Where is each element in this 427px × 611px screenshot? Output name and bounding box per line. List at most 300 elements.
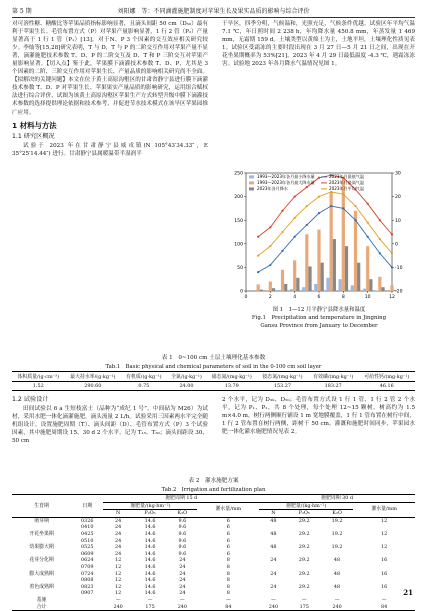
table2-n-header: N xyxy=(259,510,287,518)
table2-cell: 6 xyxy=(197,544,259,551)
x-axis-tick-label: 6 xyxy=(318,294,321,300)
table2-cell: — xyxy=(288,597,321,604)
table2-cell: 9.6 xyxy=(167,531,197,538)
line-temp-avg-point xyxy=(330,191,332,193)
line-temp-min-point xyxy=(306,224,308,226)
table2-cell xyxy=(288,551,321,558)
bar-precip-min xyxy=(290,289,293,291)
line-temp-max-point xyxy=(306,186,308,188)
bar-precip-2023 xyxy=(357,263,360,291)
bar-precip-2023 xyxy=(272,288,275,291)
table2-cell: 29.2 xyxy=(288,517,321,524)
legend-label: 1993—2023年各月最小降水量 xyxy=(257,173,315,179)
table2-header-row-1 xyxy=(12,495,415,503)
table1-cell: 183.27 xyxy=(308,382,359,391)
table2-cell: 14.6 xyxy=(133,557,167,564)
table2-cell: 240 xyxy=(321,604,353,611)
table2-cell xyxy=(12,590,71,597)
left-column-lower xyxy=(12,396,208,445)
table1-cell: 24.00 xyxy=(167,382,207,391)
x-axis-tick-label: 0 xyxy=(245,294,248,300)
bar-precip-min xyxy=(278,290,281,291)
table2-cell xyxy=(321,564,353,571)
table2-cell: 175 xyxy=(133,604,167,611)
page-number: 21 xyxy=(403,588,413,597)
bar-precip-max xyxy=(354,211,357,291)
table2-cell xyxy=(12,524,71,531)
table2-cell: 花芽分化期 xyxy=(12,557,71,564)
table2-cell: 9.6 xyxy=(167,524,197,531)
table2-group-15: 施肥周期 15 d xyxy=(103,495,259,503)
table2-cell: 0724 xyxy=(71,571,103,578)
line-temp-avg-point xyxy=(269,245,271,247)
climate-paragraph: 干旱区，四季分明，气候温和，光照充足，气候条件优越。试验区年平均气温 7.1 ℃，年日照时间 2 238 h，年均降水量 450.8 mm，年蒸发量 1 469 mm，无霜期 159 d。土壤类型以黄绵土为主，土地平坦，土壤理化性质见表 1。试验区受霜冻的主要时段出现在 3 月 27 日—5 月 21 日之间，出现在开花坐果期概率为 53%[21]，2023 年 4 月 29 日最低温度 -4.3 ℃，遇霜冻冻害。试验地 2023 年各月降水气温情况见图 1。 xyxy=(222,20,415,68)
table2-cell: 24 xyxy=(259,571,287,578)
figure-caption-en-1: Fig.1 Precipitation and temperature in Jingning xyxy=(224,315,414,322)
table2-cell: 0907 xyxy=(71,590,103,597)
table2-cell: 12 xyxy=(103,557,132,564)
table1-header-cell: 有机质/(g·kg⁻¹) xyxy=(121,372,166,382)
line-temp-min-point xyxy=(269,264,271,266)
left-axis-tick-label: 250 xyxy=(234,171,243,177)
design-paragraph: 田间试验以 6 a 生短枝富士（品种为“成纪 1 号”，中间砧为 M26）为试材，采用水肥一体化滴灌施肥，滴头流量 2 L/h。试验采用三因素两水平完全随机组设计，设置施肥周期（T）、滴头间距（D）、毛管布置方式（P）3 个试验因素，其中施肥周期设 15、30 d 2 个水平，记为 T₁₅、T₃₀；滴头间距设 30、50 cm xyxy=(12,405,208,445)
table2-cell xyxy=(321,551,353,558)
left-axis-tick-label: 150 xyxy=(234,218,243,224)
table2-cell: — xyxy=(197,597,259,604)
x-axis-tick-label: 2 xyxy=(269,294,272,300)
table2-caption-en: Tab.2 Irrigation and fertilization plan xyxy=(12,485,415,493)
table2-cell: 12 xyxy=(103,564,132,571)
table1-cell: 153.27 xyxy=(257,382,308,391)
table2-cell: 12 xyxy=(353,531,415,538)
subsection-heading-1-1: 1.1 研究区概况 xyxy=(12,133,208,141)
line-temp-max-point xyxy=(379,219,381,221)
table2-cell: 24 xyxy=(103,524,132,531)
table2-cell: 0709 xyxy=(71,564,103,571)
table2-cell: 48 xyxy=(321,584,353,591)
line-temp-max-point xyxy=(391,233,393,235)
table2-row xyxy=(12,571,415,578)
subsection-heading-1-2: 1.2 试验设计 xyxy=(12,396,208,404)
table2-cell: 9.6 xyxy=(167,538,197,545)
table2-cell: 萌芽期 xyxy=(12,517,71,524)
table2-cell: 0425 xyxy=(71,531,103,538)
table1-header-cell: 可给性钙/(mg·kg⁻¹) xyxy=(359,372,415,382)
table2-cell: 24 xyxy=(103,517,132,524)
bar-precip-2023 xyxy=(260,290,263,291)
table2-row xyxy=(12,604,415,611)
table2-cell: 16 xyxy=(353,584,415,591)
table2-cell: 14.6 xyxy=(133,524,167,531)
table2-row xyxy=(12,551,415,558)
table2-cell: 240 xyxy=(259,604,287,611)
bar-precip-2023 xyxy=(308,266,311,291)
line-temp-avg-point xyxy=(342,193,344,195)
bar-precip-min xyxy=(302,287,305,291)
table2-cell: — xyxy=(259,597,287,604)
line-temp-min-point xyxy=(342,207,344,209)
table2-cell: 24 xyxy=(167,564,197,571)
legend-label: 1993—2023年各月最大降水量 xyxy=(257,179,315,185)
bar-precip-max xyxy=(378,277,381,291)
table2-cell: — xyxy=(167,597,197,604)
bar-precip-2023 xyxy=(345,246,348,291)
table2-cell: 0609 xyxy=(71,551,103,558)
line-temp-min-point xyxy=(330,205,332,207)
table1 xyxy=(12,371,415,391)
table2-cell xyxy=(288,577,321,584)
table2-cell xyxy=(259,524,287,531)
table2-cell: 24 xyxy=(167,571,197,578)
table1-cell: 1.52 xyxy=(12,382,65,391)
left-axis-tick-label: 50 xyxy=(237,265,243,271)
table2-cell: — xyxy=(103,597,132,604)
bar-precip-min xyxy=(363,289,366,291)
table1-header-cell: 硝态氮/(mg·kg⁻¹) xyxy=(206,372,257,382)
table2-cell: 29.2 xyxy=(288,531,321,538)
x-axis-tick-label: 10 xyxy=(365,294,371,300)
line-temp-min-point xyxy=(281,250,283,252)
table2-cell: 0326 xyxy=(71,517,103,524)
table2-cell: 6 xyxy=(197,538,259,545)
table2 xyxy=(12,494,415,611)
table1-caption-en: Tab.1 Basic physical and chemical parameters of soil in the 0-100 cm soil layer xyxy=(12,362,415,370)
legend-label: 2023年月最高气温 xyxy=(329,179,364,185)
line-temp-max-point xyxy=(367,203,369,205)
table2-p-header: P₂O₅ xyxy=(133,510,167,518)
table2-row xyxy=(12,531,415,538)
line-temp-avg-point xyxy=(354,205,356,207)
line-temp-avg-point xyxy=(391,252,393,254)
left-axis-tick-label: 0 xyxy=(240,289,243,295)
table2-cell: 12 xyxy=(103,584,132,591)
table2-cell: 24 xyxy=(167,590,197,597)
x-axis-tick-label: 8 xyxy=(342,294,345,300)
table2-cell: 14.6 xyxy=(133,517,167,524)
line-temp-min-point xyxy=(391,266,393,268)
table2-cell: 6 xyxy=(197,524,259,531)
table2-cell xyxy=(259,538,287,545)
table2-caption-cn: 表 2 灌水施肥方案 xyxy=(12,476,415,484)
legend-label: 2023年月最低气温 xyxy=(329,173,364,179)
table2-cell: 12 xyxy=(103,571,132,578)
table2-cell: 48 xyxy=(259,517,287,524)
table2-cell: 幼果膨大期 xyxy=(12,544,71,551)
table2-cell: 12 xyxy=(103,590,132,597)
bar-precip-2023 xyxy=(284,284,287,291)
table2-cell: 0624 xyxy=(71,557,103,564)
line-temp-min-point xyxy=(354,219,356,221)
figure-caption-en-2: Gansu Province from January to December xyxy=(224,323,414,330)
table2-cell: 9.6 xyxy=(167,551,197,558)
table2-cell: 12 xyxy=(353,544,415,551)
table2-cell: 开花坐果期 xyxy=(12,531,71,538)
intro-paragraph: 对可溶性糖、糖酸比等苹果品质指标影响显著，且滴头间距 50 cm（D₅₀）最有利于苹果生长。毛管布置方式（P）对苹果产量影响显著，1 行 2 管（P₂）产量显著高于 1 行 1 管（P₁）[13]。对于N、P 3 个因素的交互效应相关研究较少。李灿等[15,28]研究表明，T 与 D，T 与 P 的二阶交互作用对苹果产量不显著，滴灌施肥技术参数 T、D、P 的二阶交互及 D、T 和 P 三阶交互对苹果产量影响显著。【切入点】鉴于此，苹果膜下滴灌技术参数 T、D、P，尤其是 3 个因素的二阶、三阶交互作用对苹果生长、产量品质的影响相关研究尚不全面。【拟解决的关键问题】本文在位于黄土高原沟壑区的甘肃省静宁县进行膜下滴灌技术参数 T、D、P 对苹果生长、苹果果实产量品质的影响研究，运用组合赋权法进行综合评价，试图为该黄土高原沟壑区苹果生产方式转型升级中膜下滴灌技术参数的选择提供理论依据和技术参考，并促进节水技术模式在该旱区苹果园推广应用。 xyxy=(12,20,208,117)
table2-cell: 14.6 xyxy=(133,584,167,591)
table2-cell xyxy=(259,590,287,597)
table1-header-row xyxy=(12,372,415,382)
table2-cell: 着色成熟期 xyxy=(12,584,71,591)
line-temp-avg xyxy=(258,192,392,256)
bar-precip-2023 xyxy=(333,239,336,291)
bar-precip-2023 xyxy=(394,290,397,291)
bar-precip-min xyxy=(339,279,342,291)
table2-row xyxy=(12,577,415,584)
table2-cell: 175 xyxy=(288,604,321,611)
table2-cell: 14.6 xyxy=(133,577,167,584)
table2-cell: 29.2 xyxy=(288,571,321,578)
table1-caption-cn: 表 1 0~100 cm 土层土壤理化基本参数 xyxy=(12,353,415,361)
table1-row xyxy=(12,382,415,391)
table2-n-header: N xyxy=(103,510,132,518)
table2-cell: 8 xyxy=(197,557,259,564)
line-temp-avg-point xyxy=(306,205,308,207)
table2-cell: 8 xyxy=(197,577,259,584)
table2-cell: — xyxy=(353,597,415,604)
table1-cell: 46.16 xyxy=(359,382,415,391)
table2-cell: 12 xyxy=(103,577,132,584)
table2-cell xyxy=(288,538,321,545)
legend-swatch xyxy=(249,175,254,178)
right-axis-tick-label: 30 xyxy=(395,171,401,177)
table2-group-30: 施肥周期 30 d xyxy=(259,495,415,503)
table2-cell: 6 xyxy=(197,531,259,538)
table2-row xyxy=(12,557,415,564)
table2-cell: 24 xyxy=(103,531,132,538)
table2-cell: 9.6 xyxy=(167,517,197,524)
table2-row xyxy=(12,538,415,545)
bar-precip-max xyxy=(317,230,320,291)
table2-stage-header: 生育期 xyxy=(12,495,71,518)
table2-cell: 24 xyxy=(167,557,197,564)
bar-precip-max xyxy=(305,234,308,291)
chart-svg xyxy=(224,165,414,305)
legend-label: 2023年各月降水 xyxy=(257,185,288,191)
line-temp-min-point xyxy=(294,236,296,238)
table2-cell: 29.2 xyxy=(288,557,321,564)
table2-cell xyxy=(321,538,353,545)
table2-cell: 24 xyxy=(167,584,197,591)
table2-cell xyxy=(259,551,287,558)
table2-cell: 19.2 xyxy=(321,544,353,551)
table2-cell: 基施 xyxy=(12,597,71,604)
table2-cell: 0808 xyxy=(71,577,103,584)
table2-cell: 19.2 xyxy=(321,531,353,538)
table2-cell: 48 xyxy=(259,531,287,538)
table2-cell xyxy=(353,524,415,531)
table2-cell: 48 xyxy=(321,571,353,578)
table1-cell: 0.75 xyxy=(121,382,166,391)
table2-cell: 14.6 xyxy=(133,564,167,571)
table2-date-header: 日期 xyxy=(71,495,103,518)
table2-cell: 14.6 xyxy=(133,590,167,597)
right-axis-tick-label: 0 xyxy=(395,241,398,247)
table2-cell: 48 xyxy=(259,544,287,551)
table2-cell: 8 xyxy=(197,584,259,591)
x-axis-tick-label: 12 xyxy=(389,294,395,300)
line-temp-min-point xyxy=(379,252,381,254)
table1-cell: 13.79 xyxy=(206,382,257,391)
table2-row xyxy=(12,544,415,551)
table2-cell: 9.6 xyxy=(167,544,197,551)
left-axis-tick-label: 100 xyxy=(234,241,243,247)
table2-cell: 24 xyxy=(259,557,287,564)
table2-cell: 8 xyxy=(197,564,259,571)
line-temp-avg-point xyxy=(318,196,320,198)
bar-precip-2023 xyxy=(369,279,372,291)
table2-cell: 14.6 xyxy=(133,544,167,551)
section-heading: 1 材料与方法 xyxy=(12,122,208,130)
table2-cell xyxy=(259,564,287,571)
running-header xyxy=(12,6,415,17)
table2-k-header: K₂O xyxy=(167,510,197,518)
bar-precip-min xyxy=(326,278,329,291)
legend-swatch xyxy=(249,187,254,190)
table2-water-header: 灌水量/mm xyxy=(353,502,415,517)
table2-cell: 6 xyxy=(197,517,259,524)
table2-cell: 14.6 xyxy=(133,538,167,545)
table2-body xyxy=(12,517,415,610)
table2-cell: 24 xyxy=(103,538,132,545)
table2-cell: 8 xyxy=(197,571,259,578)
table1-header-cell: 最大持水率/(g·kg⁻¹) xyxy=(65,372,122,382)
line-temp-min-point xyxy=(318,212,320,214)
line-temp-min-point xyxy=(367,236,369,238)
table2-cell: 29.2 xyxy=(288,544,321,551)
table2-cell xyxy=(288,590,321,597)
table2-cell: 14.6 xyxy=(133,531,167,538)
right-axis-tick-label: 10 xyxy=(395,218,401,224)
legend-swatch xyxy=(249,181,254,184)
table2-cell xyxy=(288,564,321,571)
bar-precip-max xyxy=(390,285,393,291)
header-rule xyxy=(12,17,415,18)
bar-precip-min xyxy=(314,284,317,291)
table2-fert-header: 施肥量/(kg·hm⁻²) xyxy=(259,502,353,510)
table2-cell xyxy=(71,604,103,611)
table2-cell xyxy=(321,524,353,531)
line-temp-max-point xyxy=(318,177,320,179)
table1-header-cell: 体积质量/(g·cm⁻³) xyxy=(12,372,65,382)
table2-water-header: 灌水量/mm xyxy=(197,502,259,517)
table2-cell: 48 xyxy=(321,557,353,564)
table2-cell: 24 xyxy=(103,551,132,558)
table2-cell: 24 xyxy=(259,584,287,591)
table2-cell xyxy=(12,564,71,571)
table2-cell: 29.2 xyxy=(288,584,321,591)
issue-label: 第 5 期 xyxy=(12,6,32,15)
bar-precip-max xyxy=(293,260,296,291)
table2-row xyxy=(12,584,415,591)
table2-cell xyxy=(321,590,353,597)
line-temp-max-point xyxy=(269,226,271,228)
table2-cell: — xyxy=(133,597,167,604)
bar-precip-max xyxy=(257,284,260,291)
x-axis-tick-label: 4 xyxy=(293,294,296,300)
table2-cell: 6 xyxy=(197,551,259,558)
bar-precip-2023 xyxy=(296,278,299,291)
table2-cell: 84 xyxy=(197,604,259,611)
table2-cell: 16 xyxy=(353,571,415,578)
study-area-paragraph: 试验于 2023 年在甘肃静宁县威戎镇(N 105°43′34.33″，E 35°25′14.44″) 进行。甘肃静宁县属暖温带半湿润半 xyxy=(12,142,208,158)
table2-cell: 24 xyxy=(167,577,197,584)
right-axis-tick-label: -20 xyxy=(395,289,403,295)
table1-header-cell: 有效磷/(mg·kg⁻¹) xyxy=(308,372,359,382)
table2-row xyxy=(12,564,415,571)
table2-row xyxy=(12,590,415,597)
right-column-upper xyxy=(222,20,415,68)
table2-k-header: K₂O xyxy=(321,510,353,518)
bar-precip-2023 xyxy=(381,287,384,291)
table2-cell: 12 xyxy=(353,517,415,524)
table2-cell: 84 xyxy=(353,604,415,611)
design-paragraph-cont: 2 个水平，记为 D₃₀、D₅₀；毛管布置方式设 1 行 1 管、1 行 2 管 2 个水平，记为 P₁、P₂，共 8 个处理，每个处理 12~15 颗树。树高约为 1.5 m×4.0 m，树行两侧顺行铺设 1 m 宽地膜覆盖，1 行 1 管布置在树行中间，1 行 2 管布置在树行两侧，距树干 50 cm。灌溉和施肥时间同步，苹果园水肥一体化灌水施肥情况见表 2。 xyxy=(222,396,415,436)
line-temp-avg-point xyxy=(379,238,381,240)
table1-cell: 290.60 xyxy=(65,382,122,391)
right-axis-tick-label: -10 xyxy=(395,265,403,271)
table2-fert-header: 施肥量/(kg·hm⁻²) xyxy=(103,502,197,510)
bar-precip-max xyxy=(269,282,272,291)
table2-cell: 19.2 xyxy=(321,517,353,524)
table2-cell: 24 xyxy=(103,544,132,551)
table2-cell xyxy=(353,551,415,558)
table2-cell xyxy=(353,564,415,571)
line-temp-max-point xyxy=(257,236,259,238)
figure-1-chart xyxy=(224,165,414,305)
bar-precip-2023 xyxy=(321,263,324,291)
left-axis-tick-label: 200 xyxy=(234,194,243,200)
table2-p-header: P₂O₅ xyxy=(288,510,321,518)
table2-cell: 0510 xyxy=(71,538,103,545)
line-temp-avg-point xyxy=(294,217,296,219)
table2-row xyxy=(12,517,415,524)
table2-cell: 14.6 xyxy=(133,551,167,558)
table2-cell: 14.6 xyxy=(133,571,167,578)
line-temp-max-point xyxy=(294,196,296,198)
right-axis-tick-label: 20 xyxy=(395,194,401,200)
table2-cell: 0823 xyxy=(71,584,103,591)
table2-cell xyxy=(353,538,415,545)
table2-cell xyxy=(259,577,287,584)
table1-header-cell: 铵态氮/(mg·kg⁻¹) xyxy=(257,372,308,382)
header-title: 刘阳娜 等：不同滴灌施肥制度对苹果生长及果实品质的影响与综合评价 xyxy=(12,6,415,15)
line-temp-avg-point xyxy=(281,231,283,233)
table2-cell: 0410 xyxy=(71,524,103,531)
line-temp-avg-point xyxy=(367,221,369,223)
table2-cell: 16 xyxy=(353,557,415,564)
figure-caption-cn: 图 1 1—12 月平静宁县降水量和温度 xyxy=(224,307,414,314)
line-temp-max-point xyxy=(281,210,283,212)
table2-cell: — xyxy=(321,597,353,604)
table2-cell xyxy=(321,577,353,584)
line-temp-avg-point xyxy=(257,255,259,257)
table2-row xyxy=(12,524,415,531)
table2-cell: 0525 xyxy=(71,544,103,551)
table2-cell xyxy=(353,577,415,584)
table2-cell: 240 xyxy=(167,604,197,611)
line-temp-min-point xyxy=(257,271,259,273)
table2-cell xyxy=(12,577,71,584)
bar-precip-min xyxy=(351,285,354,291)
bar-precip-max xyxy=(366,246,369,291)
table2-cell: 8 xyxy=(197,590,259,597)
bar-precip-max xyxy=(281,270,284,291)
table2-cell: 合计 xyxy=(12,604,71,611)
table2-cell: 膨大成熟期 xyxy=(12,571,71,578)
legend-label: 2023年月平均气温 xyxy=(329,185,364,191)
right-column-lower xyxy=(222,396,415,436)
table1-header-cell: 全氮/(g·kg⁻¹) xyxy=(167,372,207,382)
